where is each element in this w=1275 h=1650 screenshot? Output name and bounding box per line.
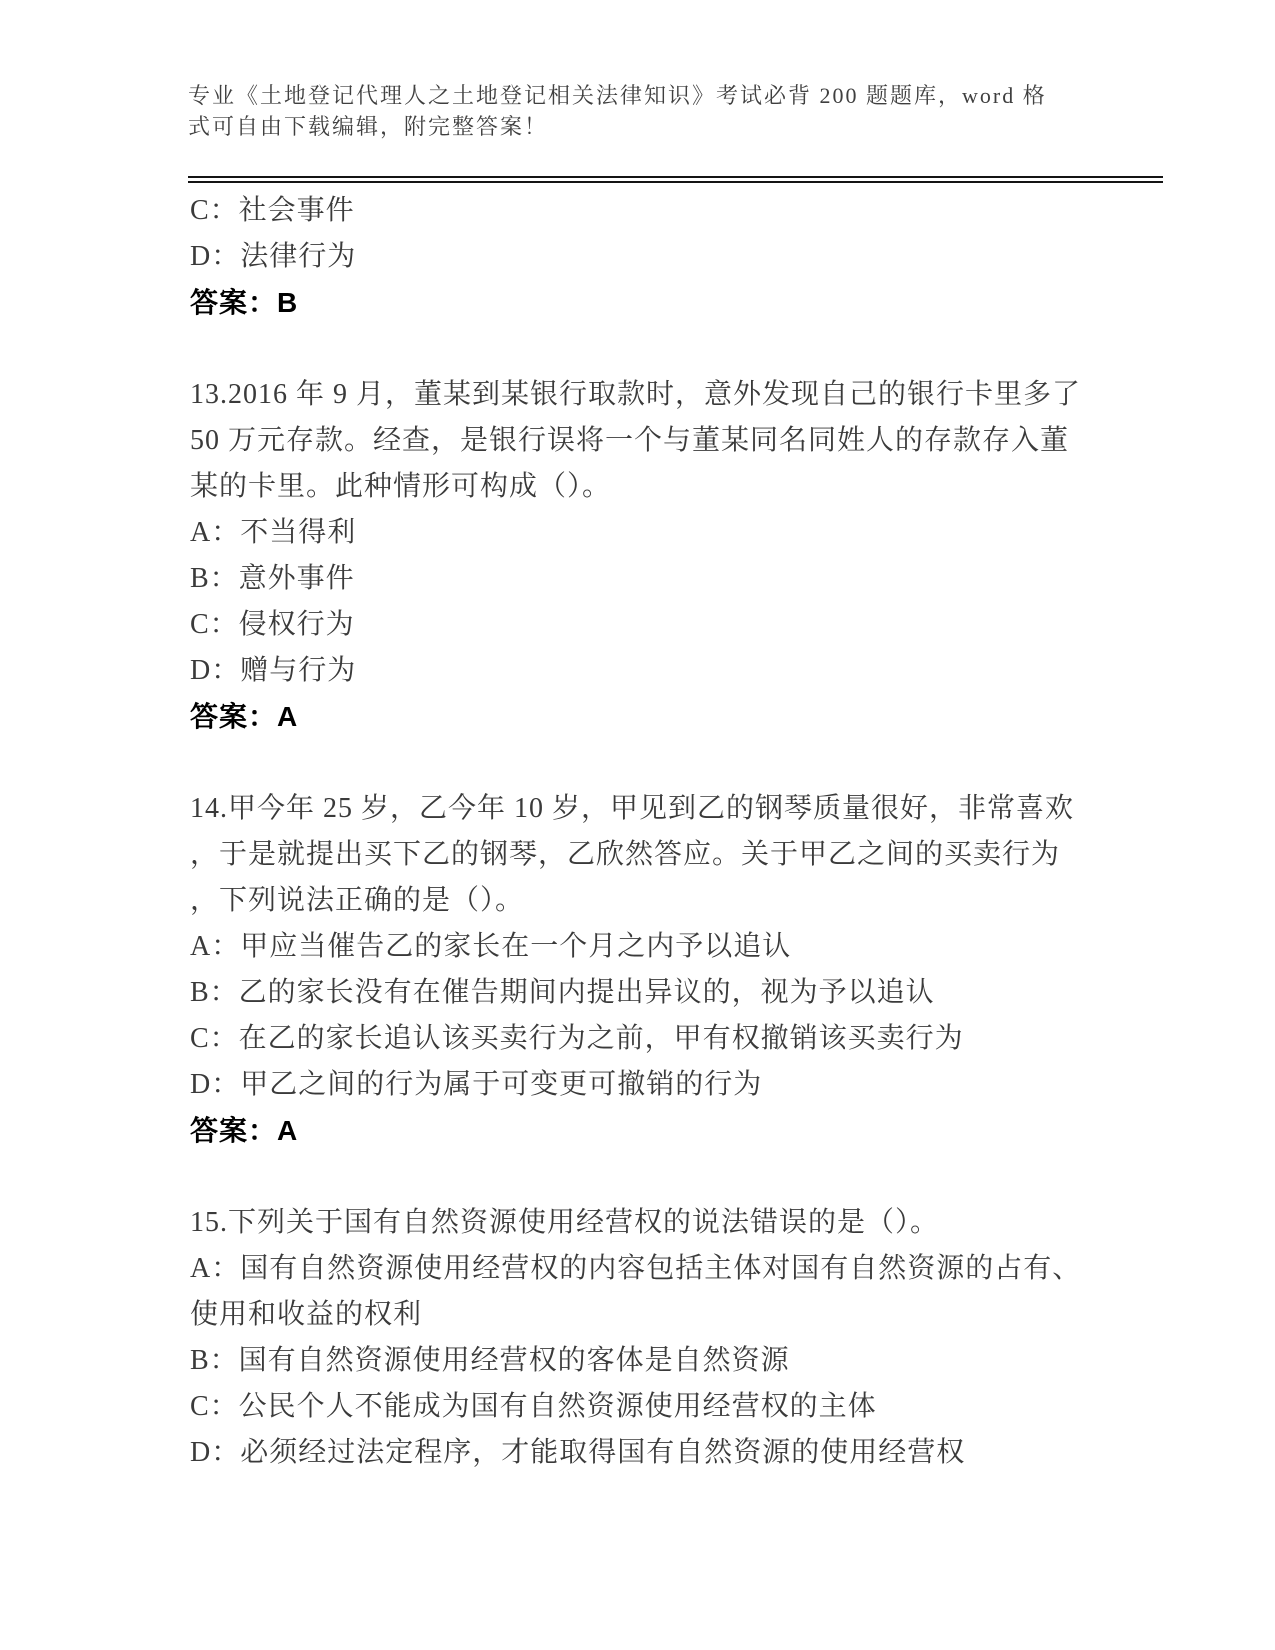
stem-line: 14.甲今年 25 岁，乙今年 10 岁，甲见到乙的钢琴质量很好，非常喜欢: [190, 793, 1075, 824]
question-13: [190, 372, 1150, 740]
option-line: B：乙的家长没有在催告期间内提出异议的，视为予以追认: [190, 977, 935, 1008]
question-12-tail: [190, 188, 1150, 326]
document-body: [190, 188, 1150, 1476]
option-line: 使用和收益的权利: [190, 1299, 423, 1330]
document-header: [188, 80, 1165, 142]
stem-line: 50 万元存款。经查，是银行误将一个与董某同名同姓人的存款存入董: [190, 425, 1070, 456]
option-line: D：甲乙之间的行为属于可变更可撤销的行为: [190, 1069, 763, 1100]
option-line: A：国有自然资源使用经营权的内容包括主体对国有自然资源的占有、: [190, 1253, 1082, 1284]
question-14: [190, 786, 1150, 1154]
option-line: D：法律行为: [190, 241, 357, 272]
option-line: A：甲应当催告乙的家长在一个月之内予以追认: [190, 931, 792, 962]
option-line: C：侵权行为: [190, 609, 355, 640]
option-line: D：必须经过法定程序，才能取得国有自然资源的使用经营权: [190, 1437, 966, 1468]
header-title-line: 式可自由下载编辑，附完整答案！: [188, 114, 549, 139]
option-line: A：不当得利: [190, 517, 357, 548]
stem-line: 15.下列关于国有自然资源使用经营权的说法错误的是（）。: [190, 1207, 940, 1238]
answer-line: 答案：B: [190, 287, 299, 318]
header-divider: [188, 176, 1163, 183]
stem-line: ，下列说法正确的是（）。: [190, 885, 525, 916]
option-line: D：赠与行为: [190, 655, 357, 686]
option-line: B：意外事件: [190, 563, 355, 594]
option-line: C：在乙的家长追认该买卖行为之前，甲有权撤销该买卖行为: [190, 1023, 964, 1054]
stem-line: 某的卡里。此种情形可构成（）。: [190, 471, 612, 502]
header-title-line: 专业《土地登记代理人之土地登记相关法律知识》考试必背 200 题题库，word 格: [188, 83, 1047, 108]
option-line: C：公民个人不能成为国有自然资源使用经营权的主体: [190, 1391, 877, 1422]
question-15: [190, 1200, 1150, 1476]
stem-line: ，于是就提出买下乙的钢琴，乙欣然答应。关于甲乙之间的买卖行为: [190, 839, 1061, 870]
answer-line: 答案：A: [190, 701, 299, 732]
option-line: B：国有自然资源使用经营权的客体是自然资源: [190, 1345, 790, 1376]
option-line: C：社会事件: [190, 195, 355, 226]
answer-line: 答案：A: [190, 1115, 299, 1146]
stem-line: 13.2016 年 9 月，董某到某银行取款时，意外发现自己的银行卡里多了: [190, 379, 1082, 410]
